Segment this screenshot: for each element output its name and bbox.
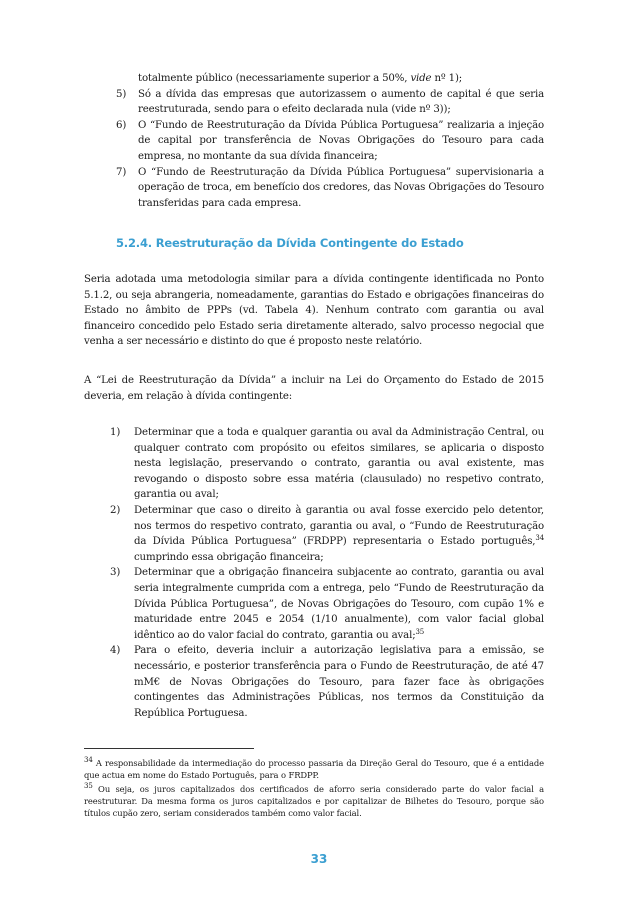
- list-item: [98, 87, 544, 118]
- list-item-text: Determinar que caso o direito à garantia ou aval fosse exercido pelo detentor, nos termos do respetivo contrato, garantia ou aval, o “Fundo de Reestruturação da Dívida Pública Portuguesa” (FRDPP) representaria o Estado português,: [134, 504, 544, 548]
- page-number: 33: [310, 852, 328, 866]
- list-item-text-after: cumprindo essa obrigação financeira;: [134, 551, 324, 563]
- list-item-text: Só a dívida das empresas que autorizassem o aumento de capital é que seria reestruturada, sendo para o efeito declarada nula (vide nº 3));: [138, 88, 544, 116]
- list-item-number: 6): [116, 119, 127, 131]
- footnote-reference[interactable]: 34: [535, 534, 544, 543]
- numbered-list-main: [84, 425, 544, 721]
- footnote-text: Ou seja, os juros capitalizados dos certificados de aforro seria considerado parte do valor facial a reestruturar. Da mesma forma os juros capitalizados e por capitalizar de Bilhetes do Tesouro, porque são títulos cupão zero, seriam considerados também como valor facial.: [84, 784, 544, 819]
- footnote: [84, 757, 544, 781]
- footnote: [84, 783, 544, 820]
- paragraph: Seria adotada uma metodologia similar para a dívida contingente identificada no Ponto 5.1.2, ou seja abrangeria, nomeadamente, garantias do Estado e obrigações financeiras do Estado no âmbito de PPPs (vd. Tabela 4). Nenhum contrato com garantia ou aval financeiro concedido pelo Estado seria diretamente alterado, salvo processo negocial que venha a ser necessário e distinto do que é proposto neste relatório.: [84, 274, 544, 348]
- list-item-number: 4): [110, 645, 121, 657]
- list-item-number: 2): [110, 504, 121, 516]
- list-item: [98, 118, 544, 165]
- list-item-text: O “Fundo de Reestruturação da Dívida Pública Portuguesa” supervisionaria a operação de troca, em benefício dos credores, das Novas Obrigações do Tesouro transferidas para cada empresa.: [138, 166, 544, 209]
- list-item-number: 1): [110, 427, 121, 438]
- section-heading: 5.2.4. Reestruturação da Dívida Contingente do Estado: [116, 236, 464, 250]
- list-item-text: O “Fundo de Reestruturação da Dívida Pública Portuguesa” realizaria a injeção de capital por transferência de Novas Obrigações do Tesouro para cada empresa, no montante da sua dívida financeira;: [138, 119, 544, 162]
- list-item: [84, 425, 544, 503]
- list-item-number: 7): [116, 166, 127, 178]
- footnote-number: 34: [84, 756, 93, 764]
- list-item: [84, 565, 544, 643]
- list-item: [98, 165, 544, 212]
- list-item-continuation: totalmente público (necessariamente superior a 50%, vide nº 1);: [138, 73, 463, 84]
- list-item: [84, 643, 544, 721]
- numbered-list-top: [98, 71, 544, 211]
- footnote-divider: [84, 748, 254, 749]
- list-item: [84, 503, 544, 565]
- list-item-text: Determinar que a obrigação financeira subjacente ao contrato, garantia ou aval seria integralmente cumprida com a entrega, pelo “Fundo de Reestruturação da Dívida Pública Portuguesa”, de Novas Obrigações do Tesouro, com cupão 1% e maturidade entre 2045 e 2054 (1/10 anualmente), com valor facial global idêntico ao do valor facial do contrato, garantia ou aval;: [134, 567, 544, 641]
- paragraph: A “Lei de Reestruturação da Dívida” a incluir na Lei do Orçamento do Estado de 2015 deveria, em relação à dívida contingente:: [84, 375, 544, 402]
- footnote-reference[interactable]: 35: [415, 627, 425, 636]
- list-item-text: Determinar que a toda e qualquer garantia ou aval da Administração Central, ou qualquer contrato com propósito ou efeitos similares, se aplicaria o disposto nesta legislação, preservando o contrato, garantia ou aval existente, mas revogando o disposto sobre essa matéria (clausulado) no respetivo contrato, garantia ou aval;: [134, 427, 544, 501]
- footnote-number: 35: [84, 782, 93, 790]
- list-item-number: 3): [110, 567, 121, 579]
- list-item-number: 5): [116, 88, 127, 100]
- footnote-text: A responsabilidade da intermediação do processo passaria da Direção Geral do Tesouro, que é a entidade que actua em nome do Estado Português, para o FRDPP.: [84, 758, 544, 781]
- list-item-text: Para o efeito, deveria incluir a autorização legislativa para a emissão, se necessário, e posterior transferência para o Fundo de Reestruturação, de até 47 mM€ de Novas Obrigações do Tesouro, para fazer face às obrigações contingentes das Administrações Públicas, nos termos da Constituição da República Portuguesa.: [134, 645, 544, 719]
